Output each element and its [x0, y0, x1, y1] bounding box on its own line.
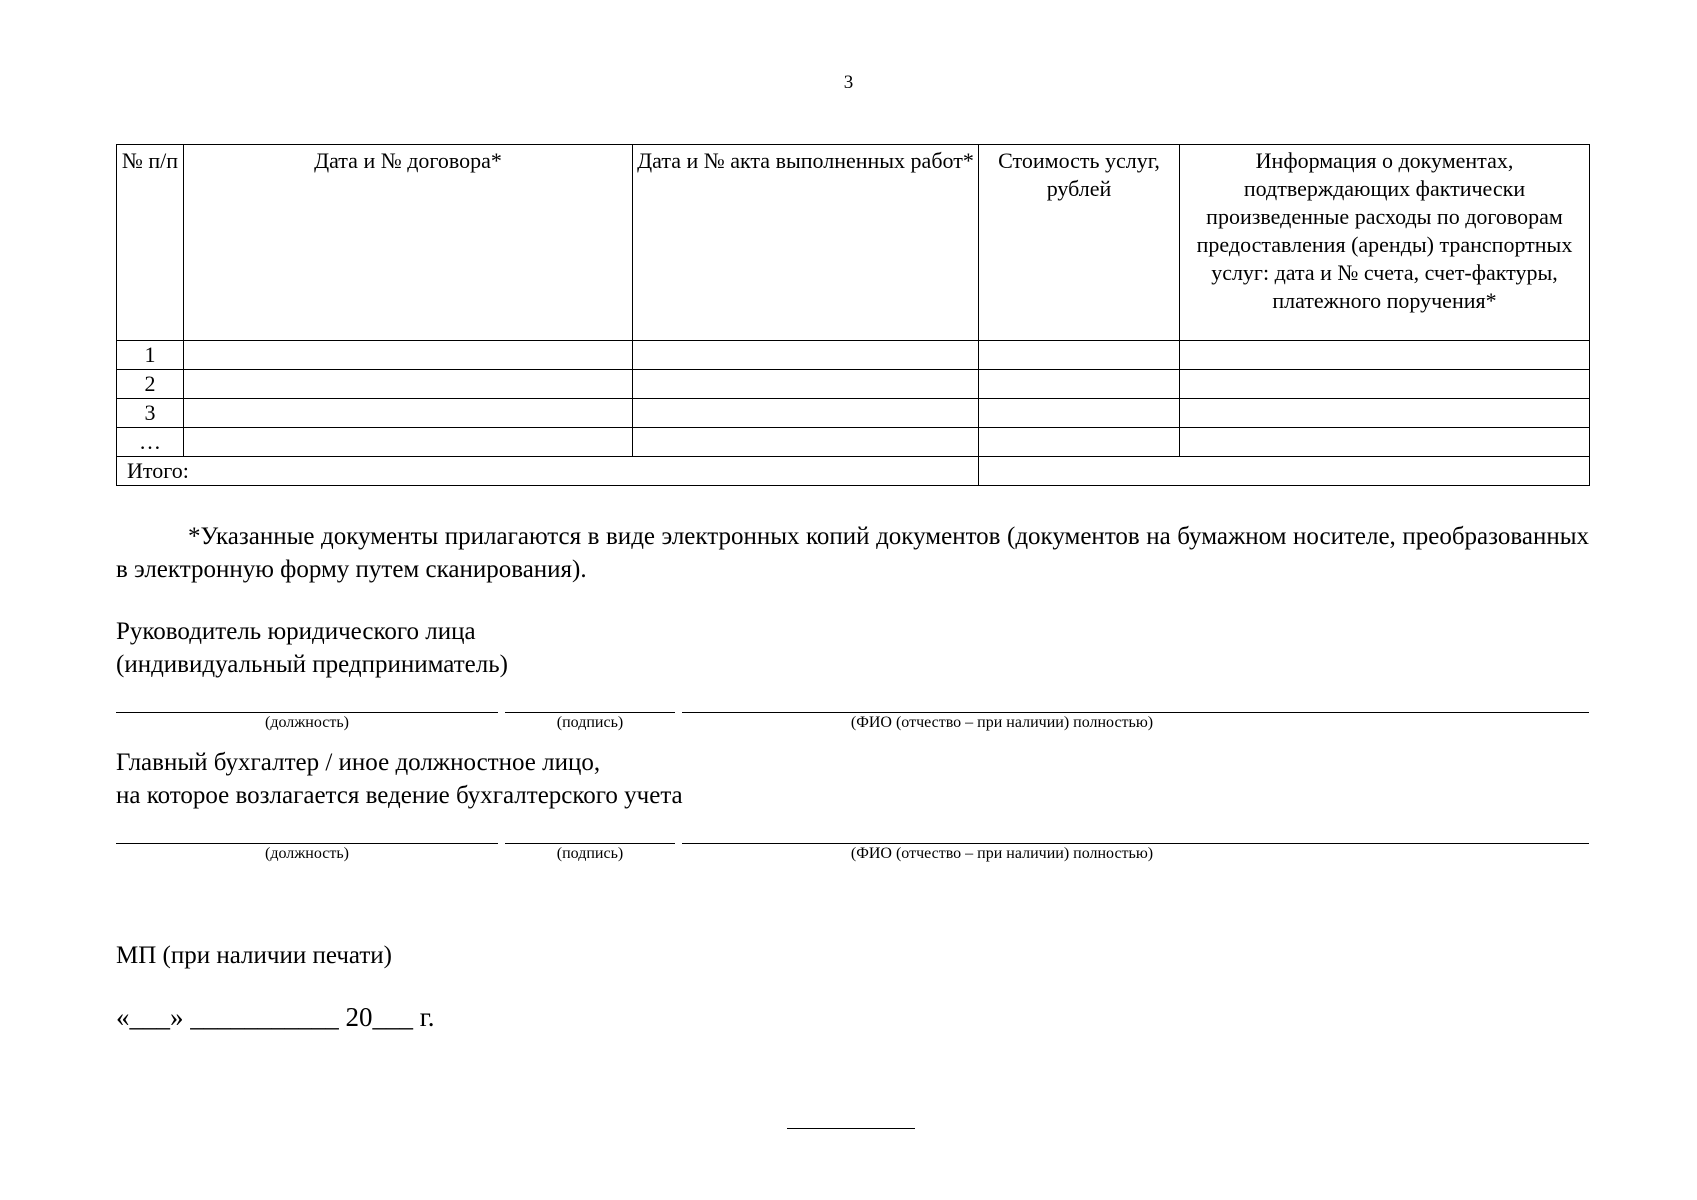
act-cell: [633, 341, 979, 370]
footnote: *Указанные документы прилагаются в виде электронных копий документов (документов на бумажном носителе, преобразованных в электронную форму путем сканирования).: [116, 523, 1589, 583]
stamp-note: МП (при наличии печати): [116, 942, 393, 969]
accountant-signature-caption: (подпись): [556, 845, 624, 862]
header-documents-info: Информация о документах, подтверждающих фактически произведенные расходы по договорам предоставления (аренды) транспортных услуг: дата и № счета, счет-фактуры, платежного поручения*: [1180, 145, 1590, 341]
head-title-line2: (индивидуальный предприниматель): [116, 651, 508, 678]
cost-cell: [979, 399, 1180, 428]
contract-cell: [184, 399, 633, 428]
head-position-caption: (должность): [265, 714, 349, 731]
accountant-fullname-caption: (ФИО (отчество – при наличии) полностью): [850, 845, 1154, 862]
head-signature-line: [505, 712, 675, 713]
header-contract: Дата и № договора*: [184, 145, 633, 341]
head-signature-caption: (подпись): [556, 714, 624, 731]
cost-cell: [979, 428, 1180, 457]
accountant-fullname-line: [682, 843, 1589, 844]
head-position-line: [116, 712, 498, 713]
accountant-title-line1: Главный бухгалтер / иное должностное лицо,: [116, 749, 601, 776]
row-number: 3: [117, 399, 184, 428]
head-title-line1: Руководитель юридического лица: [116, 618, 476, 645]
accountant-position-line: [116, 843, 498, 844]
header-cost: Стоимость услуг, рублей: [979, 145, 1180, 341]
head-fullname-line: [682, 712, 1589, 713]
documents-cell: [1180, 341, 1590, 370]
end-rule: [787, 1128, 915, 1129]
page-number: 3: [843, 72, 854, 93]
act-cell: [633, 399, 979, 428]
total-row: [117, 457, 1590, 486]
documents-cell: [1180, 428, 1590, 457]
head-fullname-caption: (ФИО (отчество – при наличии) полностью): [850, 714, 1154, 731]
row-number: 1: [117, 341, 184, 370]
contract-cell: [184, 428, 633, 457]
header-number: № п/п: [117, 145, 184, 341]
contract-cell: [184, 370, 633, 399]
documents-cell: [1180, 399, 1590, 428]
row-number: …: [117, 428, 184, 457]
total-value-cell: [979, 457, 1590, 486]
cost-cell: [979, 341, 1180, 370]
documents-cell: [1180, 370, 1590, 399]
accountant-title-line2: на которое возлагается ведение бухгалтерского учета: [116, 782, 683, 809]
table-row: [117, 370, 1590, 399]
accountant-position-caption: (должность): [265, 845, 349, 862]
cost-cell: [979, 370, 1180, 399]
date-line: «___» ___________ 20___ г.: [116, 1002, 435, 1032]
contract-cell: [184, 341, 633, 370]
header-act: Дата и № акта выполненных работ*: [633, 145, 979, 341]
act-cell: [633, 370, 979, 399]
accountant-signature-line: [505, 843, 675, 844]
total-label: Итого:: [117, 457, 979, 486]
row-number: 2: [117, 370, 184, 399]
services-table: [116, 144, 1590, 486]
table-row: [117, 428, 1590, 457]
table-row: [117, 341, 1590, 370]
table-row: [117, 399, 1590, 428]
table-header-row: [117, 145, 1590, 341]
act-cell: [633, 428, 979, 457]
